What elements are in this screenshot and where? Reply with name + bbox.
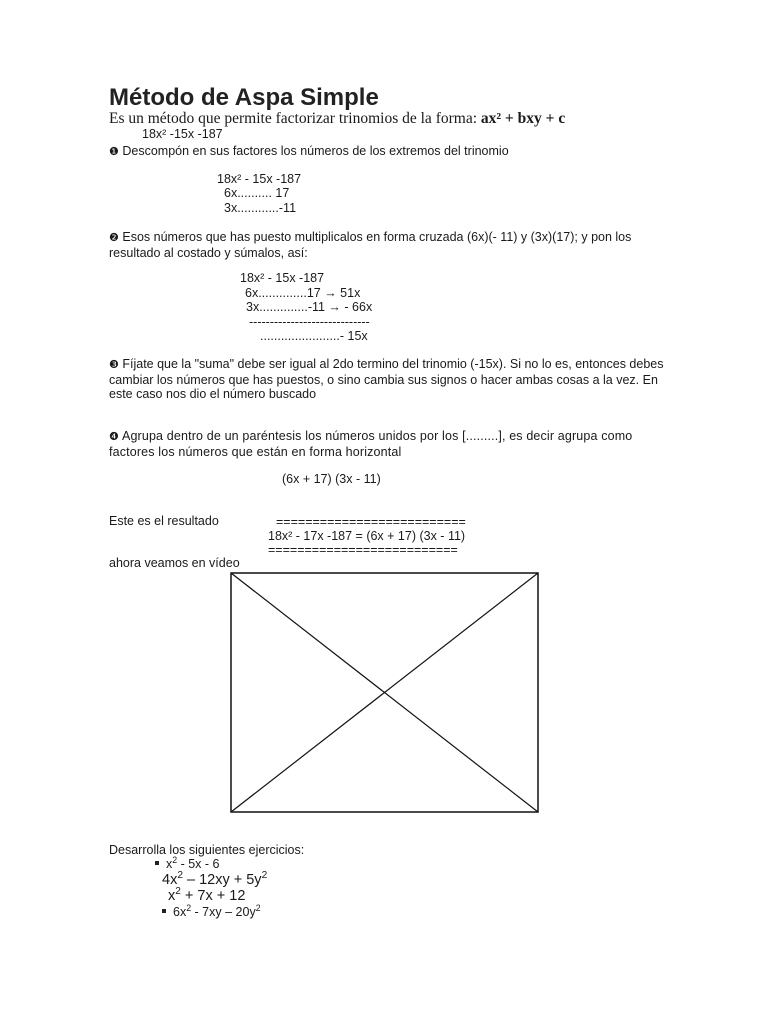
video-label: ahora veamos en vídeo <box>109 556 240 570</box>
step-1-marker: ❶ <box>109 146 119 158</box>
video-placeholder[interactable] <box>230 572 539 813</box>
exercises-heading: Desarrolla los siguientes ejercicios: <box>109 843 305 857</box>
step-2-marker: ❷ <box>109 232 119 244</box>
step-2-text: Esos números que has puesto multiplicalos en forma cruzada (6x)(- 11) y (3x)(17); y pon los resultado al costado y súmalos, así: <box>109 230 632 260</box>
intro-lead: Es un método que permite factorizar trinomios de la forma: <box>109 110 481 127</box>
exercise-item-4: $6x^2 - 7xy - 20y^2$ <box>162 905 261 920</box>
exercise-item-3: $x^2 + 7x + 12$ <box>168 886 246 904</box>
step-2-line-2: 6x..............17 → 51x <box>245 286 361 300</box>
exercise-item-1: $x^2 - 5x - 6$ <box>155 857 220 872</box>
example-trinomial: 18x² -15x -187 <box>142 127 223 141</box>
intro-sentence <box>109 110 565 128</box>
step-4-text: Agrupa dentro de un paréntesis los números unidos por los [.........], es decir agrupa como factores los números que están en forma horizontal <box>109 429 633 459</box>
result-rule-top: ========================== <box>276 515 466 529</box>
square-bullet-icon <box>162 909 166 913</box>
intro-formula: ax² + bxy + c <box>480 110 566 127</box>
step-4-marker: ❹ <box>109 431 120 443</box>
factored-result: (6x + 17) (3x - 11) <box>282 472 381 486</box>
result-rule-bottom: ========================== <box>268 543 458 557</box>
step-2 <box>109 230 669 260</box>
page-title: Método de Aspa Simple <box>109 84 379 111</box>
step-3-marker: ❸ <box>109 359 119 371</box>
step-4 <box>109 429 649 459</box>
result-label: Este es el resultado <box>109 514 219 528</box>
step-3 <box>109 357 669 402</box>
step-1-text: Descompón en sus factores los números de los extremos del trinomio <box>122 144 509 158</box>
step-1-line-3: 3x............-11 <box>224 201 297 215</box>
step-1 <box>109 144 659 160</box>
step-2-sum: .......................- 15x <box>260 329 368 343</box>
step-2-divider: ----------------------------- <box>249 315 370 329</box>
exercise-item-2: $4x^2 - 12xy + 5y^2$ <box>162 870 268 888</box>
square-bullet-icon <box>155 861 159 865</box>
step-2-line-1: 18x² - 15x -187 <box>240 271 325 285</box>
result-equation: 18x² - 17x -187 = (6x + 17) (3x - 11) <box>268 529 466 543</box>
step-3-text: Fíjate que la "suma" debe ser igual al 2do termino del trinomio (-15x). Si no lo es, entonces debes cambiar los números que has puestos, o sino cambia sus signos o hacer ambas cosas a la vez. En este caso nos dio el número buscado <box>109 357 664 401</box>
step-2-line-3: 3x..............-11 → - 66x <box>246 300 373 314</box>
step-1-line-2: 6x.......... 17 <box>224 186 290 200</box>
step-1-line-1: 18x² - 15x -187 <box>217 172 302 186</box>
